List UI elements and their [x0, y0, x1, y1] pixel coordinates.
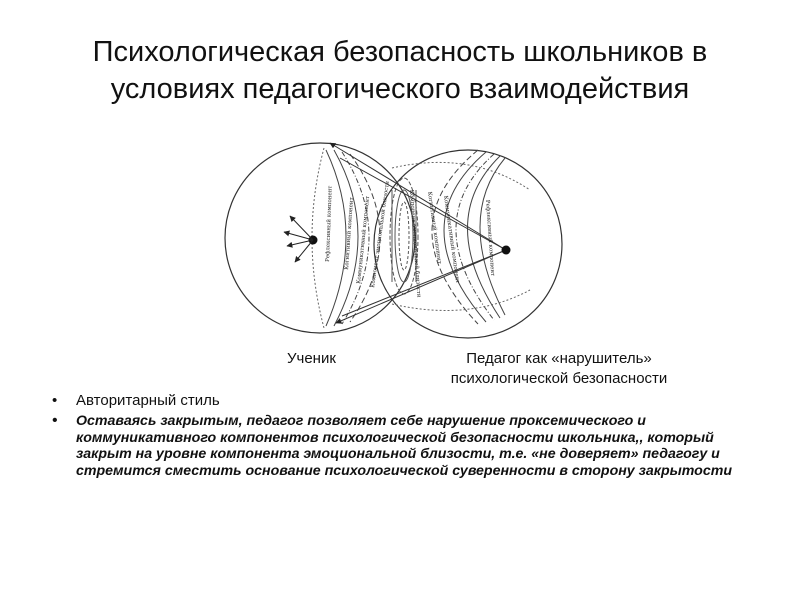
caption-student: Ученик [287, 350, 336, 367]
dotted-arcs [312, 148, 530, 328]
title-line-1: Психологическая безопасность школьников в [92, 36, 708, 68]
student-component-arcs [326, 150, 380, 326]
caption-teacher [414, 349, 704, 389]
caption-teacher-line-2: психологической безопасности [450, 370, 668, 387]
bullet-list [52, 391, 752, 479]
label-cognitive-right: Когнитивный компонент [426, 191, 443, 265]
label-cognitive: Когнитивный компонент [344, 197, 356, 271]
student-circle [225, 143, 415, 333]
label-reflexive-right: Рефлексивный компонент [484, 199, 496, 277]
label-communicative: Коммуникативный компонент [356, 195, 372, 285]
student-arrows [284, 216, 313, 262]
bullet-description: • Оставаясь закрытым, педагог позволяет себе нарушение проксемического и коммуникативного компонентов психологической безопасности школьника,, который закрыт на уровне компонента эмоциональной близости, т.е. «не доверяет» педагогу и стремится сместить основание психологической суверенности в сторону закрытости [52, 413, 752, 479]
label-reflexive-left: Рефлексивный компонент [325, 185, 334, 263]
caption-teacher-line-1: Педагог как «нарушитель» [466, 350, 652, 367]
teacher-point [502, 246, 511, 255]
bullet-authoritarian-style: • Авторитарный стиль [52, 391, 752, 410]
title-line-2: условиях педагогического взаимодействия [110, 73, 690, 105]
label-communicative-right: Коммуникативный компонент [442, 195, 461, 284]
label-emotional: Компонент эмоциональной близости [370, 180, 391, 289]
teacher-component-arcs [432, 150, 505, 324]
label-emotional-right: Компонент эмоциональной близости [408, 189, 422, 298]
